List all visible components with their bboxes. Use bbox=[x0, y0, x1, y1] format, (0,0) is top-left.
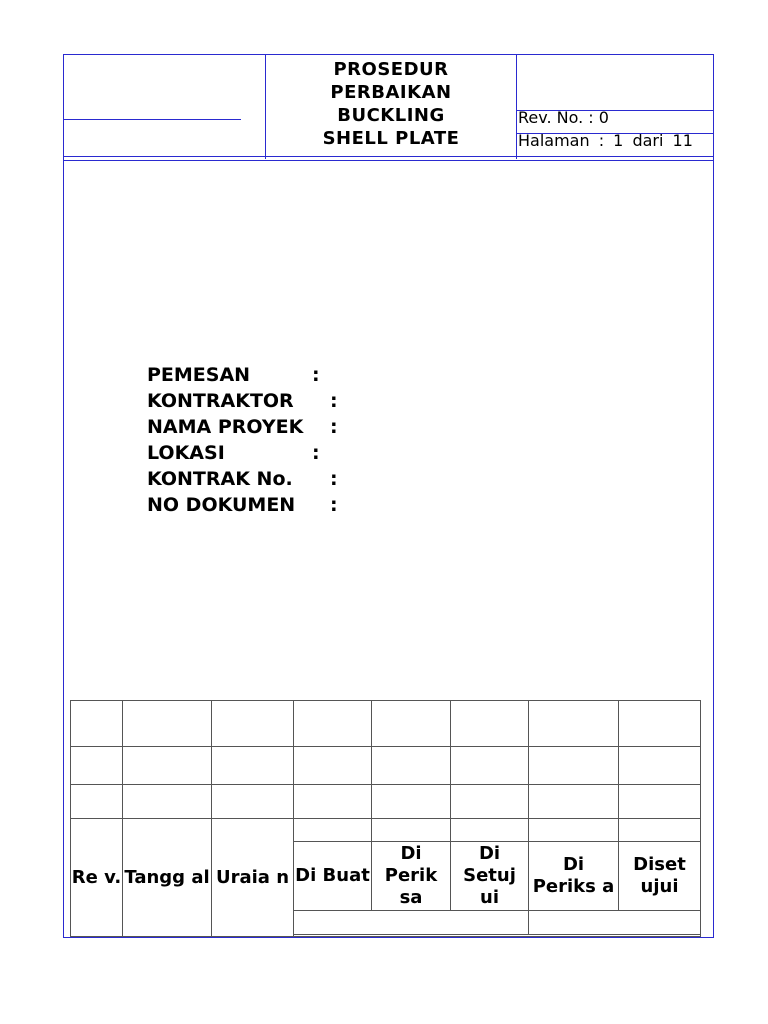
table-cell bbox=[529, 819, 619, 842]
table-cell bbox=[294, 701, 372, 747]
header-di-buat: Di Buat bbox=[294, 842, 372, 911]
header-bottom-line-2 bbox=[63, 160, 714, 161]
table-cell bbox=[212, 747, 294, 785]
field-label: PEMESAN bbox=[147, 364, 251, 386]
table-cell bbox=[451, 701, 529, 747]
table-cell bbox=[619, 785, 701, 819]
page-number: Halaman : 1 dari 11 bbox=[518, 131, 693, 150]
table-cell bbox=[123, 785, 212, 819]
revision-number: Rev. No. : 0 bbox=[518, 108, 609, 127]
field-label: NO DOKUMEN bbox=[147, 494, 296, 516]
field-label: KONTRAK No. bbox=[147, 468, 293, 490]
title-line: BUCKLING bbox=[337, 105, 445, 126]
field-colon: : bbox=[330, 468, 338, 490]
document-title bbox=[266, 58, 516, 150]
table-cell bbox=[71, 701, 123, 747]
table-cell bbox=[71, 747, 123, 785]
table-cell bbox=[529, 701, 619, 747]
table-cell bbox=[451, 747, 529, 785]
table-cell bbox=[529, 747, 619, 785]
header-di-periksa: Di Perik sa bbox=[372, 842, 451, 911]
table-cell bbox=[294, 747, 372, 785]
table-cell bbox=[123, 701, 212, 747]
header-rev: Re v. bbox=[71, 819, 123, 937]
table-cell bbox=[212, 785, 294, 819]
title-line: SHELL PLATE bbox=[322, 128, 460, 149]
table-cell bbox=[71, 785, 123, 819]
table-cell bbox=[619, 701, 701, 747]
table-cell bbox=[529, 785, 619, 819]
field-label: NAMA PROYEK bbox=[147, 416, 304, 438]
field-colon: : bbox=[330, 390, 338, 412]
table-cell bbox=[123, 747, 212, 785]
table-cell bbox=[372, 819, 451, 842]
table-cell bbox=[294, 819, 372, 842]
header-di-periksa-2: Di Periks a bbox=[529, 842, 619, 911]
table-row bbox=[71, 701, 701, 747]
table-row bbox=[71, 785, 701, 819]
header-di-setujui: Di Setuj ui bbox=[451, 842, 529, 911]
signature-table bbox=[70, 700, 701, 937]
table-cell bbox=[372, 701, 451, 747]
field-label: KONTRAKTOR bbox=[147, 390, 294, 412]
field-colon: : bbox=[312, 364, 320, 386]
table-cell bbox=[619, 819, 701, 842]
table-cell bbox=[294, 911, 529, 935]
title-line: PERBAIKAN bbox=[330, 82, 452, 103]
header-disetujui: Diset ujui bbox=[619, 842, 701, 911]
header-left-row-line bbox=[63, 119, 241, 120]
table-cell bbox=[294, 935, 701, 937]
title-line: PROSEDUR bbox=[333, 59, 449, 80]
header-divider-right bbox=[516, 54, 517, 159]
table-cell bbox=[212, 701, 294, 747]
header-tanggal: Tangg al bbox=[123, 819, 212, 937]
field-label: LOKASI bbox=[147, 442, 225, 464]
table-cell bbox=[619, 747, 701, 785]
table-cell bbox=[529, 911, 701, 935]
field-colon: : bbox=[330, 416, 338, 438]
table-cell bbox=[294, 785, 372, 819]
table-row bbox=[71, 819, 701, 842]
table-cell bbox=[372, 747, 451, 785]
table-cell bbox=[372, 785, 451, 819]
field-colon: : bbox=[312, 442, 320, 464]
field-colon: : bbox=[330, 494, 338, 516]
header-uraian: Uraia n bbox=[212, 819, 294, 937]
table-row bbox=[71, 747, 701, 785]
table-cell bbox=[451, 819, 529, 842]
table-cell bbox=[451, 785, 529, 819]
